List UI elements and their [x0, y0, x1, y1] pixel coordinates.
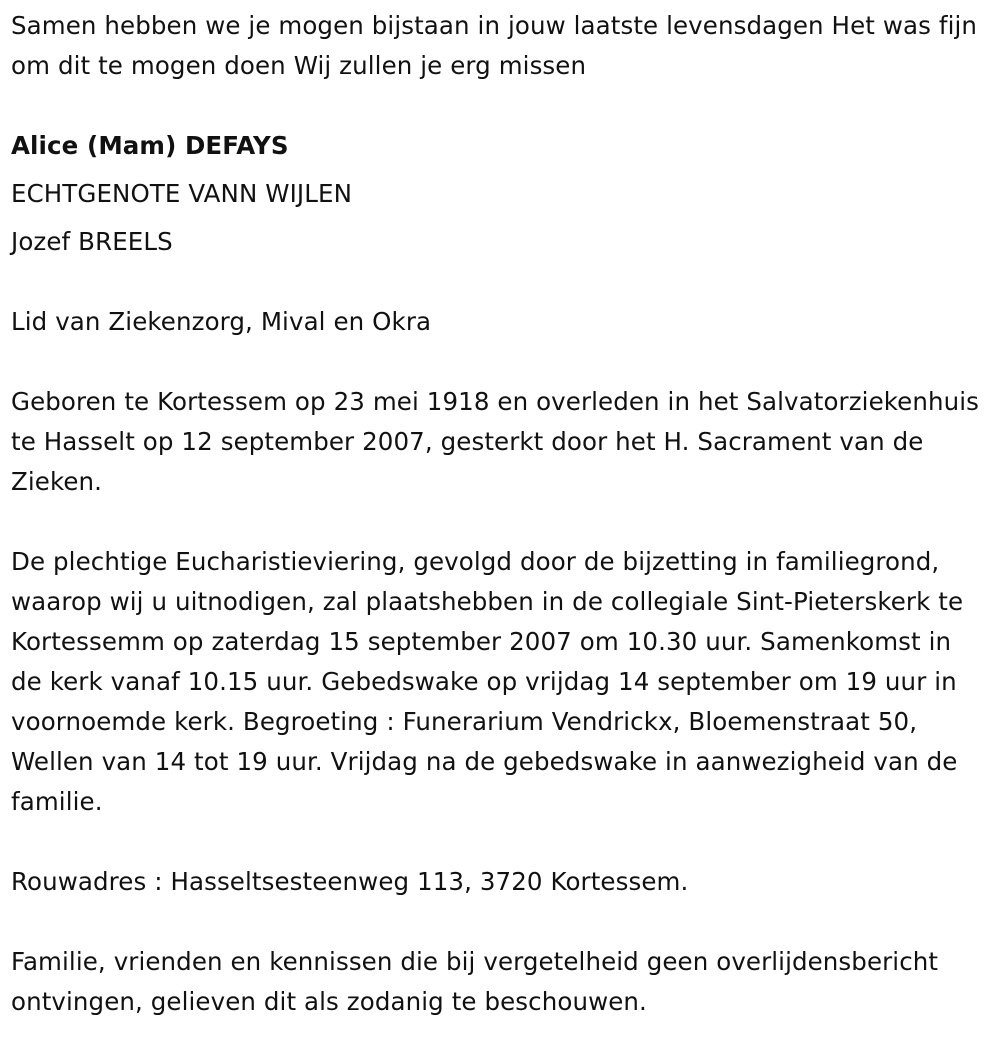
- ceremony-text: De plechtige Eucharistieviering, gevolgd door de bijzetting in familiegrond, waarop wij u uitnodigen, zal plaatshebben in de collegiale Sint-Pieterskerk te Kortessemm op zaterdag 15 september 2007 om 10.30 uur. Samenkomst in de kerk vanaf 10.15 uur. Gebedswake op vrijdag 14 september om 19 uur in voornoemde kerk. Begroeting : Funerarium Vendrickx, Bloemenstraat 50, Wellen van 14 tot 19 uur. Vrijdag na de gebedswake in aanwezigheid van de familie.: [11, 547, 964, 816]
- deceased-block: [11, 126, 986, 262]
- membership-text: Lid van Ziekenzorg, Mival en Okra: [11, 307, 432, 336]
- address-text: Rouwadres : Hasseltsesteenweg 113, 3720 Kortessem.: [11, 867, 689, 896]
- birth-death-text: Geboren te Kortessem op 23 mei 1918 en overleden in het Salvatorziekenhuis te Hasselt op 12 september 2007, gesterkt door het H. Sacrament van de Zieken.: [11, 387, 979, 496]
- obituary-document: [11, 6, 986, 1062]
- spouse-name: Jozef BREELS: [11, 227, 173, 256]
- intro-text: Samen hebben we je mogen bijstaan in jouw laatste levensdagen Het was fijn om dit te mogen doen Wij zullen je erg missen: [11, 11, 978, 80]
- closing-text: Familie, vrienden en kennissen die bij vergetelheid geen overlijdensbericht ontvingen, gelieven dit als zodanig te beschouwen.: [11, 947, 939, 1016]
- relation-text: ECHTGENOTE VANN WIJLEN: [11, 179, 353, 208]
- deceased-name: Alice (Mam) DEFAYS: [11, 131, 289, 160]
